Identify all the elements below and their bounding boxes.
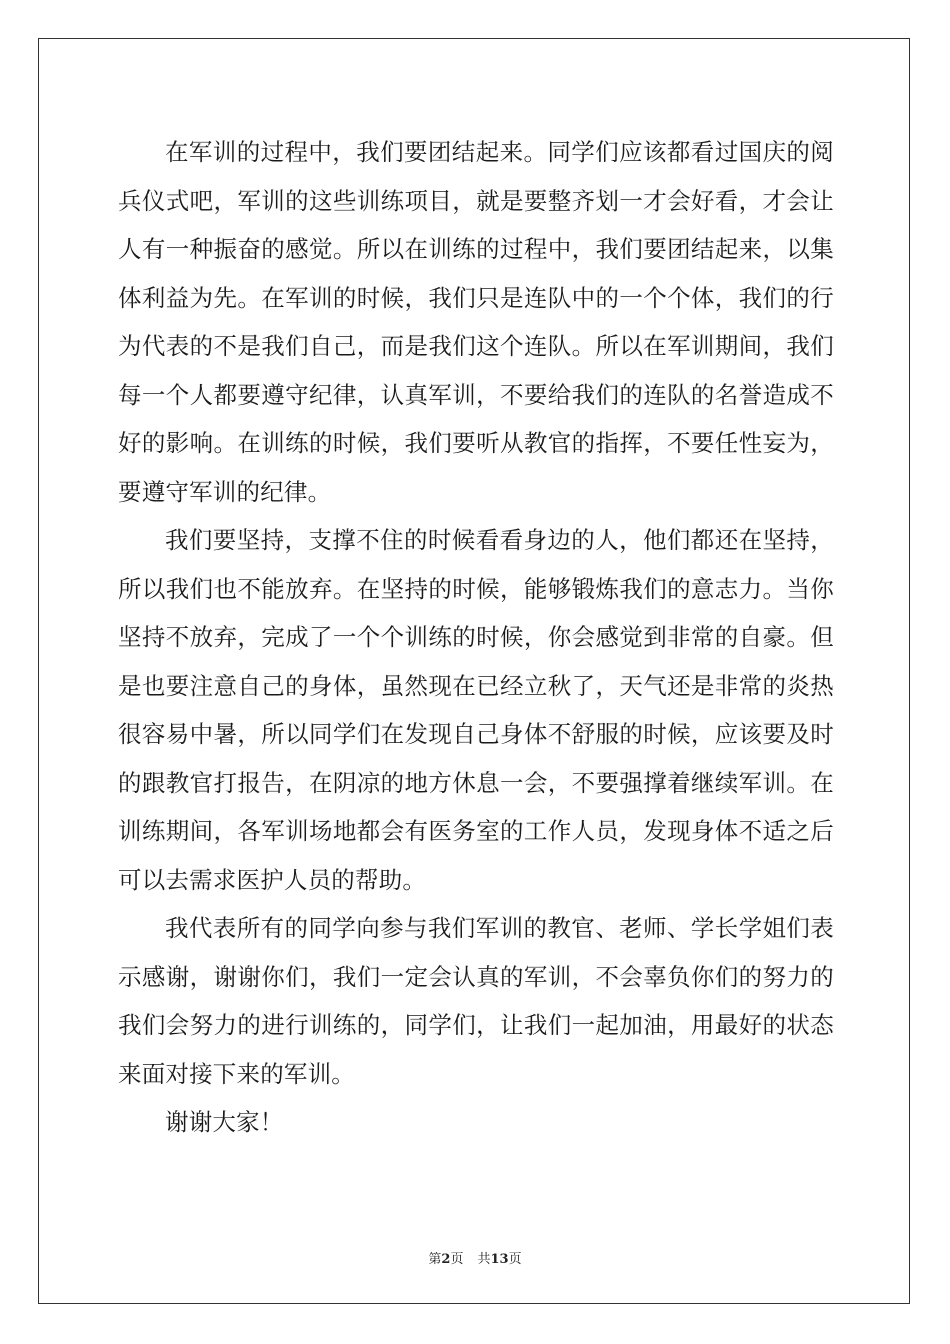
page-footer — [0, 1248, 950, 1267]
page-prefix: 第 — [428, 1252, 442, 1267]
page-unit: 页 — [450, 1252, 464, 1267]
paragraph-2: 我们要坚持，支撑不住的时候看看身边的人，他们都还在坚持，所以我们也不能放弃。在坚持的时候，能够锻炼我们的意志力。当你坚持不放弃，完成了一个个训练的时候，你会感觉到非常的自豪。但是也要注意自己的身体，虽然现在已经立秋了，天气还是非常的炎热很容易中暑，所以同学们在发现自己身体不舒服的时候，应该要及时的跟教官打报告，在阴凉的地方休息一会，不要强撑着继续军训。在训练期间，各军训场地都会有医务室的工作人员，发现身体不适之后可以去需求医护人员的帮助。 — [118, 526, 834, 894]
paragraph-3: 我代表所有的同学向参与我们军训的教官、老师、学长学姐们表示感谢，谢谢你们，我们一定会认真的军训，不会辜负你们的努力的我们会努力的进行训练的，同学们，让我们一起加油，用最好的状态来面对接下来的军训。 — [118, 914, 834, 1088]
total-unit: 页 — [508, 1252, 522, 1267]
document-body — [118, 128, 834, 1147]
total-prefix: 共 — [477, 1252, 491, 1267]
paragraph-1: 在军训的过程中，我们要团结起来。同学们应该都看过国庆的阅兵仪式吧，军训的这些训练项目，就是要整齐划一才会好看，才会让人有一种振奋的感觉。所以在训练的过程中，我们要团结起来，以集体利益为先。在军训的时候，我们只是连队中的一个个体，我们的行为代表的不是我们自己，而是我们这个连队。所以在军训期间，我们每一个人都要遵守纪律，认真军训，不要给我们的连队的名誉造成不好的影响。在训练的时候，我们要听从教官的指挥，不要任性妄为，要遵守军训的纪律。 — [118, 138, 834, 506]
page-number: 2 — [441, 1252, 451, 1267]
total-pages: 13 — [490, 1252, 509, 1267]
paragraph-4: 谢谢大家！ — [165, 1108, 284, 1136]
